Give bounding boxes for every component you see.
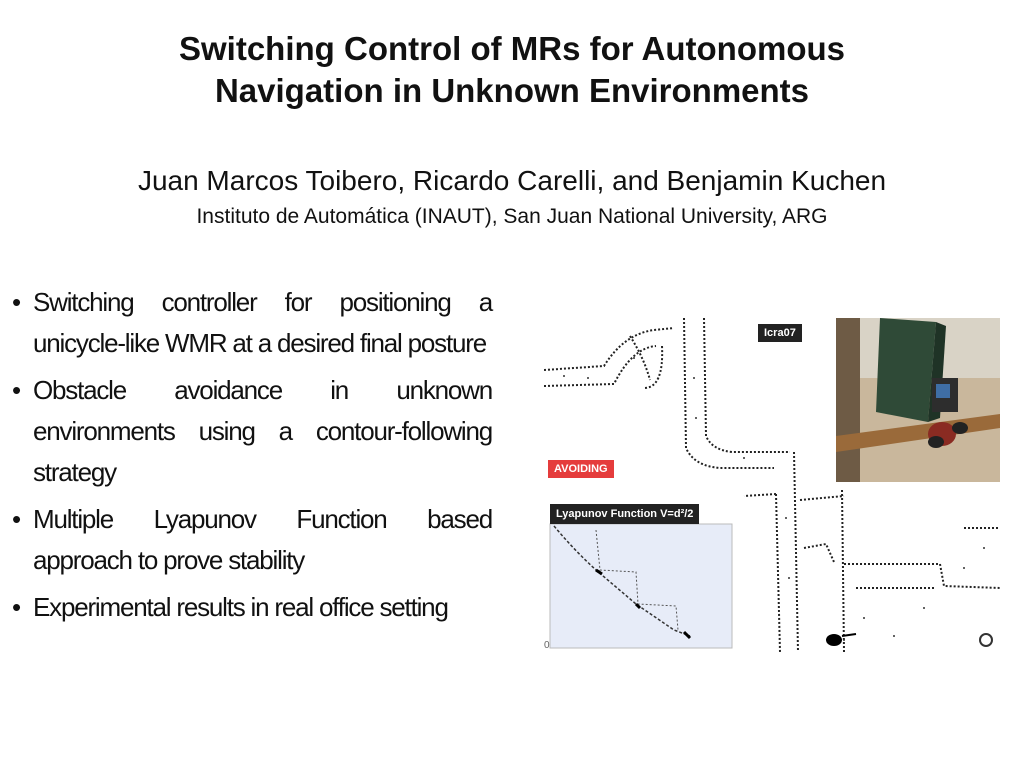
bullet-list — [12, 282, 492, 634]
authors: Juan Marcos Toibero, Ricardo Carelli, and Benjamin Kuchen — [137, 165, 887, 196]
bullet-item — [12, 499, 492, 581]
bullet-dot-icon: • — [12, 504, 20, 534]
plot-zero-label: 0 — [544, 640, 550, 651]
affiliation: Instituto de Automática (INAUT), San Juan National University, ARG — [196, 205, 828, 228]
experiment-figure — [544, 318, 1000, 652]
bullet-dot-icon: • — [12, 287, 20, 317]
bullet-dot-icon: • — [12, 592, 20, 622]
title-line-1: Switching Control of MRs for Autonomous — [178, 30, 846, 67]
experiment-label: Icra07 — [758, 324, 802, 342]
bullet-item — [12, 282, 492, 364]
slide-title — [0, 28, 1024, 112]
bullet-item — [12, 587, 492, 628]
bullet-text: Obstacle avoidance in unknown environments using a contour-following strategy — [33, 375, 492, 487]
title-line-2: Navigation in Unknown Environments — [214, 72, 810, 109]
avoiding-status-badge: AVOIDING — [548, 460, 614, 478]
bullet-dot-icon: • — [12, 375, 20, 405]
robot-photo-icon — [836, 318, 1000, 482]
bullet-text: Multiple Lyapunov Function based approach to prove stability — [33, 504, 492, 575]
bullet-text: Switching controller for positioning a unicycle-like WMR at a desired final posture — [33, 287, 492, 358]
bullet-text: Experimental results in real office setting — [33, 592, 448, 622]
lyapunov-plot-title: Lyapunov Function V=d²/2 — [550, 504, 699, 524]
bullet-item — [12, 370, 492, 493]
